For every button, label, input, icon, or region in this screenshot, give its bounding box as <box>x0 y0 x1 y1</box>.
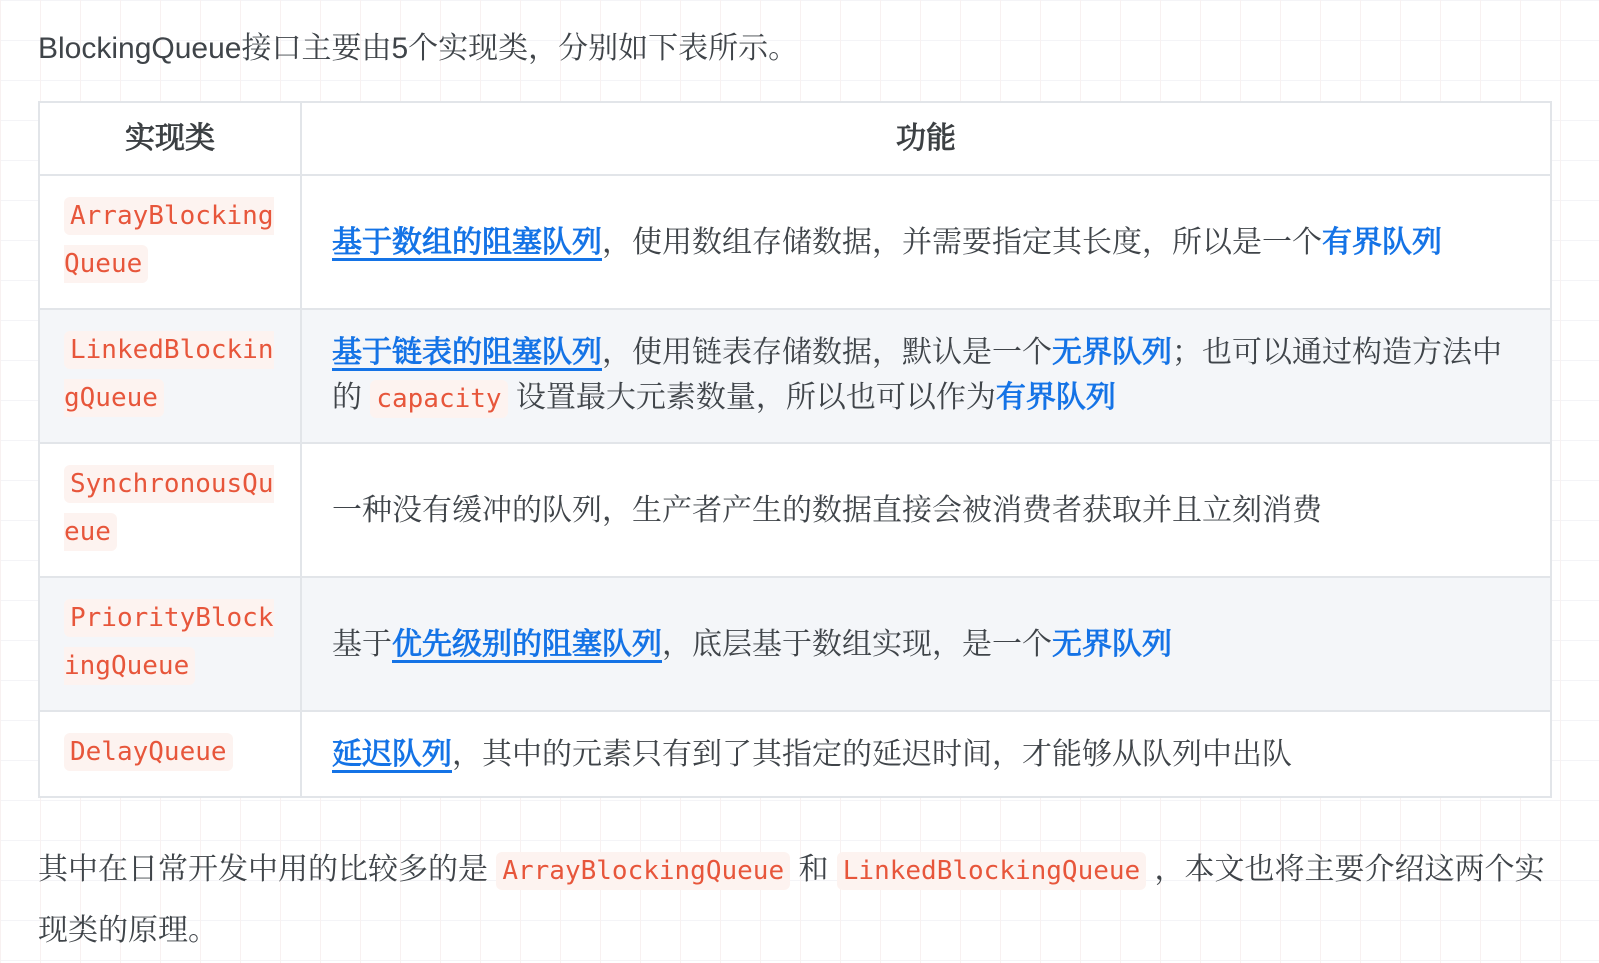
highlighted-term: 无界队列 <box>1052 336 1172 369</box>
table-body <box>39 175 1551 797</box>
function-cell <box>301 175 1551 309</box>
column-header-implementation-class: 实现类 <box>39 102 301 175</box>
inline-code: LinkedBlockingQueue <box>837 852 1146 890</box>
implementation-class-cell <box>39 711 301 797</box>
text-segment: 其中在日常开发中用的比较多的是 <box>38 853 497 886</box>
table-row <box>39 711 1551 797</box>
implementation-class-cell <box>39 175 301 309</box>
implementation-class-cell <box>39 443 301 577</box>
function-cell <box>301 577 1551 711</box>
table-row <box>39 577 1551 711</box>
text-segment: ，使用数组存储数据，并需要指定其长度，所以是一个 <box>602 225 1322 259</box>
text-segment: 和 <box>790 853 837 886</box>
table-head <box>39 102 1551 175</box>
inline-code: ArrayBlockingQueue <box>496 852 790 890</box>
class-name-code: PriorityBlockingQueue <box>64 599 274 685</box>
blocking-queue-table <box>38 101 1552 798</box>
class-name-code: SynchronousQueue <box>64 465 274 551</box>
text-segment: ，其中的元素只有到了其指定的延迟时间，才能够从队列中出队 <box>452 737 1292 771</box>
text-segment: ；也可以通过构造方法中的 <box>332 336 1502 414</box>
highlighted-term: 有界队列 <box>1322 225 1442 259</box>
function-cell <box>301 309 1551 443</box>
highlighted-term: 无界队列 <box>1052 627 1172 661</box>
text-segment: ，本文也将主要介绍这两个实现类的原理。 <box>38 853 1545 947</box>
class-name-code: LinkedBlockingQueue <box>64 331 274 417</box>
class-name-code: ArrayBlockingQueue <box>64 197 274 283</box>
inline-code: capacity <box>370 380 507 418</box>
text-segment: ，使用链表存储数据，默认是一个 <box>602 336 1052 369</box>
function-cell <box>301 711 1551 797</box>
highlighted-term: 有界队列 <box>995 381 1116 414</box>
table-row <box>39 309 1551 443</box>
table-row <box>39 443 1551 577</box>
term-link[interactable]: 基于链表的阻塞队列 <box>332 336 602 369</box>
header-row <box>39 102 1551 175</box>
implementation-class-cell <box>39 309 301 443</box>
term-link[interactable]: 延迟队列 <box>332 737 452 771</box>
term-link[interactable]: 优先级别的阻塞队列 <box>392 627 662 661</box>
text-segment: 一种没有缓冲的队列，生产者产生的数据直接会被消费者获取并且立刻消费 <box>332 493 1322 527</box>
text-segment: 设置最大元素数量，所以也可以作为 <box>507 381 996 414</box>
class-name-code: DelayQueue <box>64 733 233 771</box>
text-segment: ，底层基于数组实现，是一个 <box>662 627 1052 661</box>
outro-paragraph <box>38 840 1561 961</box>
table-row <box>39 175 1551 309</box>
text-segment: 基于 <box>332 627 392 661</box>
term-link[interactable]: 基于数组的阻塞队列 <box>332 225 602 259</box>
function-cell <box>301 443 1551 577</box>
implementation-class-cell <box>39 577 301 711</box>
column-header-function: 功能 <box>301 102 1551 175</box>
intro-paragraph: BlockingQueue接口主要由5个实现类，分别如下表所示。 <box>38 32 799 65</box>
